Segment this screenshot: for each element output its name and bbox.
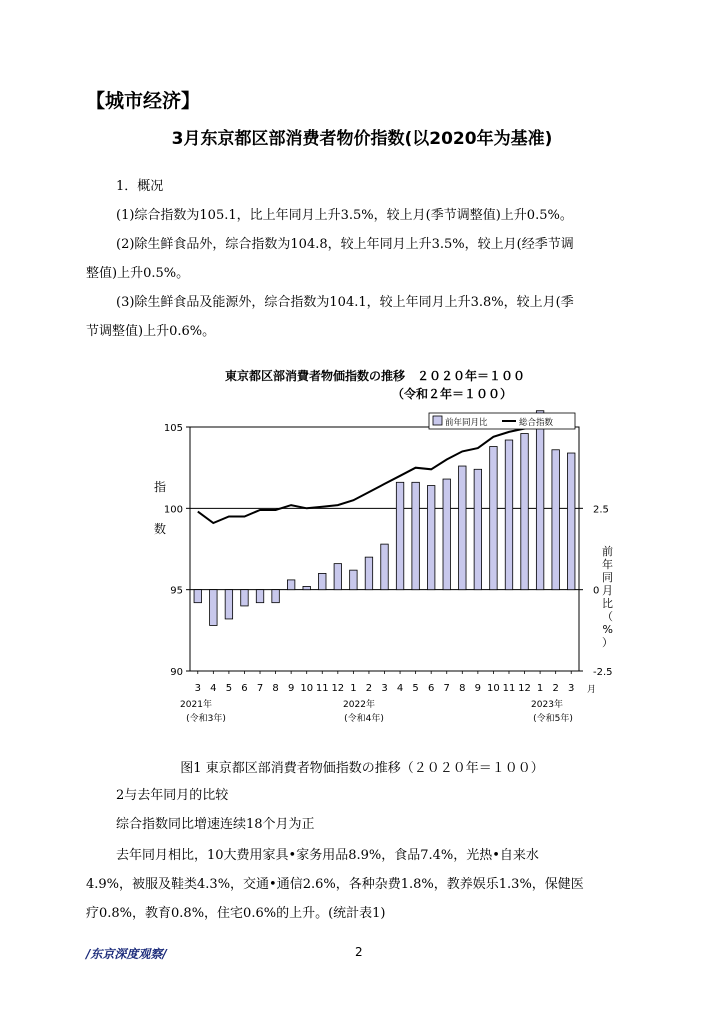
x-tick-label: 6	[427, 683, 435, 694]
right-axis-label-char: 年	[602, 558, 613, 571]
x-tick-label: 6	[241, 683, 248, 694]
cpi-chart	[140, 355, 613, 740]
x-tick-label: 11	[315, 683, 329, 694]
overview-item-3-line-2: 节调整值)上升0.6%。	[86, 324, 216, 339]
comparison-body-line-2: 4.9%，被服及鞋类4.3%，交通•通信2.6%，各种杂费1.8%，教养娱乐1.3%，保健医	[86, 877, 584, 892]
right-axis-label-char: 前	[602, 545, 613, 558]
year-2022-label: 2022年	[343, 700, 375, 710]
footer-divider	[86, 935, 642, 936]
x-tick-label: 9	[474, 683, 482, 694]
section-tag: 【城市经济】	[86, 90, 201, 112]
yoy-bar	[350, 570, 357, 590]
overview-heading-text: 1．概况	[116, 179, 164, 194]
yoy-bar	[490, 447, 497, 590]
left-tick-label: 100	[163, 504, 183, 516]
legend-line-label: 総合指数	[519, 418, 554, 428]
yoy-bar	[272, 590, 279, 603]
x-tick-label: 4	[396, 683, 404, 694]
left-axis-label-1: 指	[154, 480, 167, 494]
yoy-bar	[303, 586, 310, 589]
yoy-bar	[427, 486, 434, 590]
yoy-bar	[536, 411, 543, 590]
x-tick-label: 7	[256, 683, 264, 694]
x-tick-label: 2	[365, 683, 373, 694]
figure-caption: 图1 東京都区部消費者物価指数の推移（２０２０年＝１００）	[180, 761, 544, 776]
overview-item-2-cont	[86, 259, 642, 289]
yoy-bar	[552, 450, 559, 590]
yoy-bar	[381, 544, 388, 590]
yoy-bar	[287, 580, 294, 590]
yoy-bar	[459, 466, 466, 590]
x-tick-label: 10	[487, 683, 500, 694]
yoy-bar	[334, 564, 341, 590]
yoy-bar	[225, 590, 232, 619]
overview-item-3-cont	[86, 317, 642, 347]
comparison-heading-text: 2与去年同月的比较	[116, 788, 229, 803]
left-tick-label: 95	[170, 585, 183, 597]
x-tick-label: 12	[518, 683, 531, 694]
right-axis-label-char: （	[602, 610, 613, 623]
comparison-body-line-3: 疗0.8%，教育0.8%，住宅0.6%的上升。(统計表1)	[86, 906, 386, 921]
comparison-body-1	[86, 841, 642, 871]
overview-heading	[86, 172, 642, 202]
overview-item-2-line-2: 整值)上升0.5%。	[86, 266, 190, 281]
comparison-body-3	[86, 899, 642, 929]
comparison-subheading-text: 综合指数同比增速连续18个月为正	[116, 817, 315, 832]
yoy-bar	[567, 453, 574, 590]
x-tick-label: 8	[459, 683, 466, 694]
page-number: 2	[355, 945, 363, 959]
overview-item-3-line-1: (3)除生鲜食品及能源外，综合指数为104.1，较上年同月上升3.8%，较上月(季	[116, 295, 574, 310]
yoy-bar	[505, 440, 512, 590]
x-tick-label: 12	[331, 683, 345, 694]
yoy-bar	[412, 482, 419, 589]
yoy-bar	[396, 482, 403, 589]
x-tick-label: 3	[194, 683, 201, 694]
overview-item-1	[86, 201, 642, 231]
legend-bar-label: 前年同月比	[445, 418, 488, 428]
x-tick-label: 1	[536, 683, 544, 694]
x-tick-label: 5	[412, 683, 419, 694]
comparison-body-2	[86, 870, 642, 900]
chart-title-line-1: 東京都区部消費者物価指数の推移 ２０２０年＝１００	[224, 369, 526, 383]
overview-item-2	[86, 230, 642, 260]
document-title: 3月东京都区部消费者物价指数(以2020年为基准)	[171, 129, 553, 149]
right-axis-label-char: ）	[602, 636, 613, 649]
yoy-bar	[365, 557, 372, 590]
right-axis-label-char: 比	[602, 597, 613, 610]
footer-publication-name: /东京深度观察/	[86, 947, 167, 961]
yoy-bar	[319, 573, 326, 589]
yoy-bar	[210, 590, 217, 626]
right-tick-label: 2.5	[593, 504, 609, 516]
right-tick-label: 0	[593, 585, 600, 597]
x-tick-label: 2	[552, 683, 559, 694]
yoy-bar	[474, 469, 481, 589]
right-axis-label-char: %	[602, 623, 613, 636]
comparison-body-line-1: 去年同月相比，10大费用家具•家务用品8.9%，食品7.4%，光热•自来水	[116, 848, 539, 863]
right-tick-label: -2.5	[593, 667, 613, 678]
x-tick-label: 9	[287, 683, 295, 694]
x-tick-label: 3	[568, 683, 575, 694]
left-axis-label-2: 数	[154, 522, 167, 536]
left-tick-label: 105	[163, 423, 183, 434]
x-tick-label: 4	[210, 683, 217, 694]
chart-title-line-2: （令和２年＝１００）	[391, 387, 513, 401]
legend-bar-swatch	[433, 416, 442, 425]
x-tick-label: 10	[300, 683, 314, 694]
x-tick-label: 7	[443, 683, 450, 694]
overview-item-2-line-1: (2)除生鲜食品外，综合指数为104.8，较上年同月上升3.5%，较上月(经季节调	[116, 237, 574, 252]
comparison-heading	[86, 781, 642, 811]
comparison-subheading	[86, 810, 642, 840]
x-tick-label: 5	[225, 683, 233, 694]
left-tick-label: 90	[170, 667, 183, 678]
year-2023-label: 2023年	[531, 700, 563, 710]
overview-item-3	[86, 288, 642, 318]
year-2021-sub-label: (令和3年)	[186, 714, 226, 724]
overview-item-1-text: (1)综合指数为105.1，比上年同月上升3.5%，较上月(季节调整值)上升0.5%。	[116, 208, 573, 223]
x-tick-label: 11	[502, 683, 516, 694]
yoy-bar	[194, 590, 201, 603]
yoy-bar	[443, 479, 450, 590]
year-2023-sub-label: (令和5年)	[533, 714, 573, 724]
x-tick-label: 1	[350, 683, 357, 694]
x-tick-label: 8	[272, 683, 279, 694]
yoy-bar	[256, 590, 263, 603]
yoy-bar	[241, 590, 248, 606]
right-axis-label-char: 同	[602, 571, 613, 584]
yoy-bar	[521, 434, 528, 590]
month-unit-label: 月	[587, 685, 597, 695]
x-tick-label: 3	[381, 683, 388, 694]
year-2022-sub-label: (令和4年)	[344, 714, 384, 724]
right-axis-label-char: 月	[602, 584, 613, 597]
year-2021-label: 2021年	[180, 700, 212, 710]
